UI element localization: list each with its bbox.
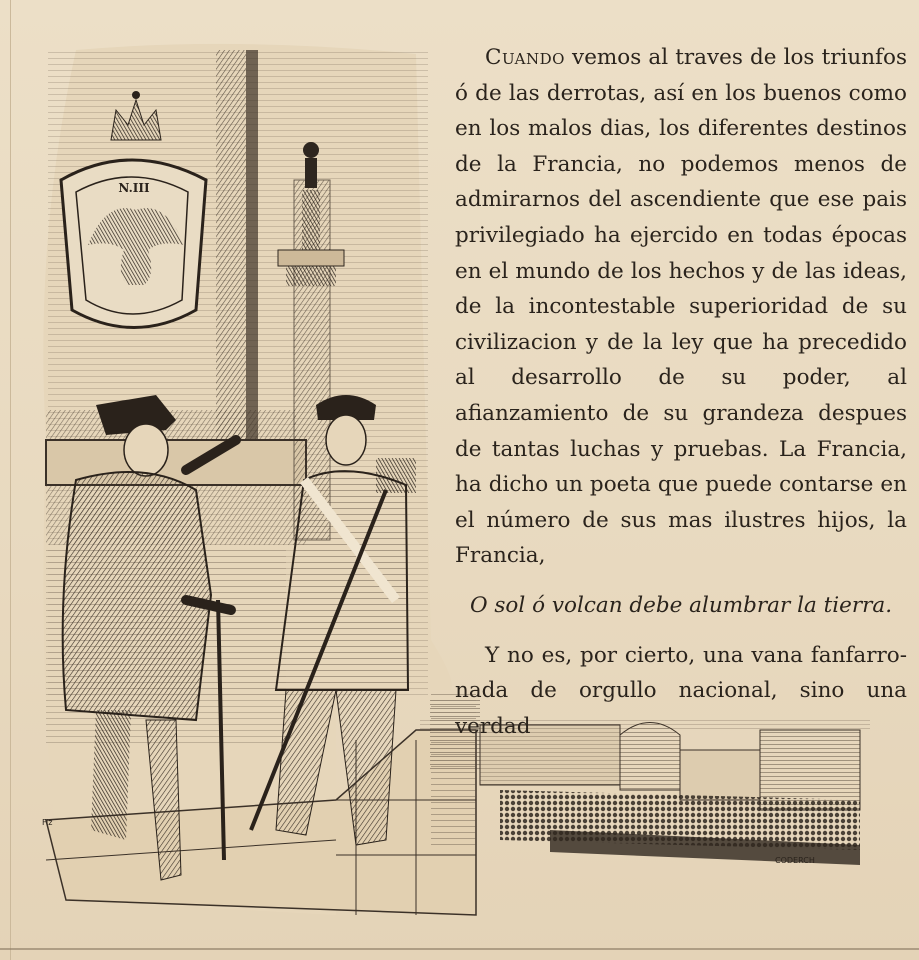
- shield-label: N.III: [118, 181, 150, 195]
- paragraph-2-line-2: nada de orgullo nacional, sino una verdad: [455, 678, 907, 739]
- pilaster: [216, 50, 246, 470]
- engraver-signature: CODERCH: [775, 856, 815, 865]
- paragraph-2-line-1: Y no es, por cierto, una vana fanfarro-: [485, 642, 907, 668]
- article-body: [455, 40, 907, 739]
- artist-signature: Fiz: [42, 818, 53, 827]
- page-margin-line: [10, 0, 11, 960]
- lead-word: Cuando: [485, 45, 565, 70]
- verse-quote: O sol ó volcan debe alumbrar la tierra.: [469, 592, 893, 618]
- paragraph-1-text: vemos al traves de los triunfos ó de las derrotas, así en los buenos como en los malos dias, los diferentes destinos de la Francia, no podemos menos de admirarnos del ascendiente que ese pais privilegiado ha ejercido en todas épocas en el mundo de los hechos y de las ideas, de la incontestable superioridad de su civilizacion y de la ley que ha precedido al desarrollo de su poder, al afianzamiento de su grandeza despues de tantas luchas y pruebas. La Francia, ha dicho un poeta que puede contarse en el número de sus mas ilustres hijos, la Francia,: [455, 45, 907, 569]
- engraving-illustration: [36, 40, 476, 915]
- paragraph-1: [455, 40, 907, 574]
- bottom-rule: [0, 948, 919, 950]
